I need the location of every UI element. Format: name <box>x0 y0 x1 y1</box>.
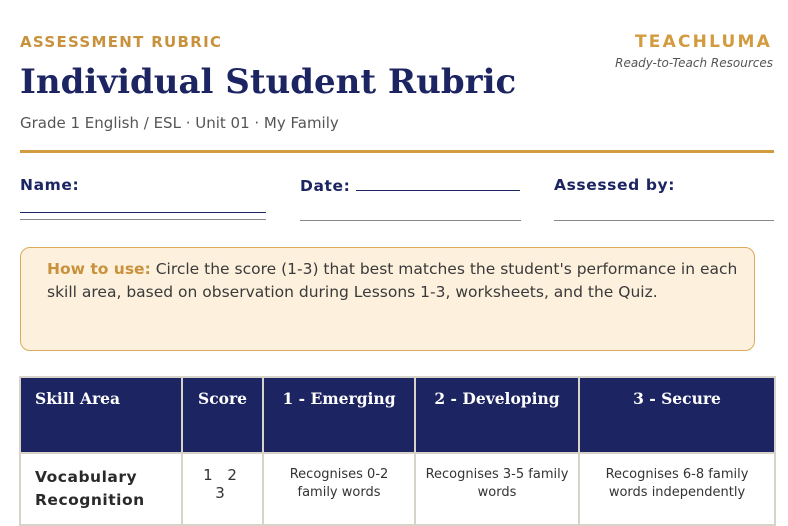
date-field-inline-line[interactable] <box>356 176 520 191</box>
page-title: Individual Student Rubric <box>20 62 517 102</box>
col-header-developing: 2 - Developing <box>415 377 579 453</box>
date-field-group <box>300 176 520 195</box>
col-header-emerging: 1 - Emerging <box>263 377 415 453</box>
brand-logo-text: TEACHLUMA <box>635 32 772 52</box>
rubric-table <box>19 376 776 526</box>
page-subtitle: Grade 1 English / ESL · Unit 01 · My Family <box>20 114 339 132</box>
assessed-by-field[interactable] <box>554 220 774 221</box>
emerging-descriptor: Recognises 0-2 family words <box>263 453 415 525</box>
how-to-use-label: How to use: <box>47 260 151 278</box>
date-field[interactable] <box>300 220 521 221</box>
brand-tagline: Ready-to-Teach Resources <box>615 56 773 70</box>
score-options[interactable]: 1 2 3 <box>182 453 263 525</box>
skill-area-cell: Vocabulary Recognition <box>20 453 182 525</box>
name-field-line-upper <box>20 212 266 213</box>
name-field[interactable] <box>20 219 266 220</box>
section-eyebrow: ASSESSMENT RUBRIC <box>20 33 223 51</box>
secure-descriptor: Recognises 6-8 family words independently <box>579 453 775 525</box>
col-header-secure: 3 - Secure <box>579 377 775 453</box>
header-divider <box>20 150 774 153</box>
assessed-by-label: Assessed by: <box>554 176 676 194</box>
how-to-use-text: Circle the score (1-3) that best matches the student's performance in each skill area, based on observation during Lessons 1-3, worksheets, and the Quiz. <box>47 260 738 301</box>
col-header-score: Score <box>182 377 263 453</box>
table-row <box>20 453 775 525</box>
name-label: Name: <box>20 176 80 194</box>
table-header-row <box>20 377 775 453</box>
developing-descriptor: Recognises 3-5 family words <box>415 453 579 525</box>
col-header-skill-area: Skill Area <box>20 377 182 453</box>
how-to-use-callout <box>20 247 755 351</box>
date-label: Date: <box>300 177 351 195</box>
